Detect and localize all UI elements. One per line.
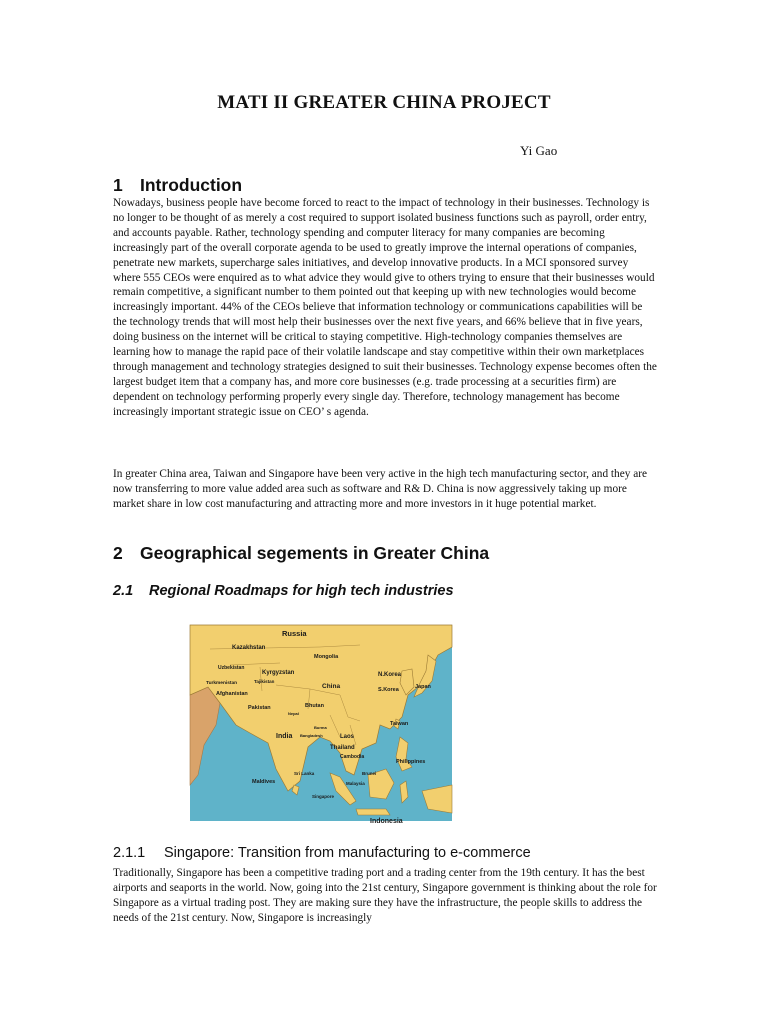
map-label: Taiwan [390, 721, 409, 727]
map-label: India [276, 733, 293, 740]
subsection-title: Regional Roadmaps for high tech industries [149, 583, 454, 599]
map-label: Pakistan [248, 705, 271, 711]
section-number: 1 [113, 175, 123, 195]
map-label: Laos [340, 734, 355, 740]
asia-map-image [190, 625, 452, 825]
map-label: Russia [282, 629, 307, 638]
map-label: Burma [314, 725, 327, 730]
map-label: Singapore [312, 794, 335, 799]
map-label: Tajikistan [254, 679, 275, 684]
singapore-paragraph [113, 866, 658, 926]
subsubsection-heading-singapore [113, 845, 531, 861]
paragraph-text: Nowadays, business people have become forced to react to the impact of technology in their businesses. Technology is no longer to be thought of as merely a cost required to support isolated business functions such as payroll, order entry, and accounts payable. Rather, technology spending and computer literacy for many companies are becoming increasingly part of the overall corporate agenda to be used to greatly improve the internal operations of companies, penetrate new markets, supercharge sales initiatives, and develop innovative products. In a MCI sponsored survey where 555 CEOs were enquired as to what advice they would give to others trying to ensure that their businesses would remain competitive, a significant number to them pointed out that keeping up with new technologies would become increasingly important. 44% of the CEOs believe that information technology or communications capabilities will be the technology trends that will most help their businesses over the next five years, and 66% believe that in five years, doing business on the internet will be critical to staying competitive. High-technology companies themselves are learning how to manage the rapid pace of their volatile landscape and stay competitive within their own marketplaces through management and technology strategies designed to suit their businesses. Technology expense becomes often the largest budget item that a company has, and more core businesses (e.g. trade processing at a securities firm) are dependent on technology performing properly every single day. Therefore, technology management has become increasingly important strategic issue on CEO’ s agenda. [113, 197, 657, 418]
subsection-heading-roadmaps [113, 583, 454, 599]
map-label: Kazakhstan [232, 645, 266, 651]
map-label: Cambodia [340, 754, 365, 760]
section-number: 2 [113, 543, 123, 563]
map-label: Sri Lanka [294, 771, 315, 776]
section-heading-geographical [113, 543, 489, 564]
map-label: Nepal [288, 711, 299, 716]
map-label: Philippines [396, 759, 426, 765]
subsubsection-title: Singapore: Transition from manufacturing to e-commerce [164, 845, 531, 861]
map-label: Thailand [330, 745, 355, 751]
map-label: Mongolia [314, 654, 339, 660]
section-heading-introduction [113, 175, 242, 196]
map-label: N.Korea [378, 672, 402, 678]
map-label: Japan [415, 684, 431, 690]
document-author: Yi Gao [520, 143, 558, 158]
introduction-paragraph-1 [113, 196, 658, 420]
map-label: China [322, 683, 341, 690]
document-title: MATI II GREATER CHINA PROJECT [217, 92, 551, 113]
map-label: Turkmenistan [206, 681, 238, 686]
section-title: Geographical segements in Greater China [140, 543, 490, 563]
map-label: Indonesia [370, 818, 403, 825]
map-label: S.Korea [378, 687, 399, 693]
map-label: Afghanistan [216, 691, 248, 697]
map-label: Bhutan [305, 703, 324, 709]
map-label: Brunei [362, 771, 377, 776]
map-label: Kyrgyzstan [262, 670, 295, 676]
introduction-paragraph-2 [113, 467, 658, 512]
map-label: Bangladesh [300, 733, 323, 738]
paragraph-text: In greater China area, Taiwan and Singapore have been very active in the high tech manufacturing sector, and they are now transferring to more value added area such as software and R& D. China is now aggressively taking up more market share in low cost manufacturing and attracting more and more investors in it huge potential market. [113, 468, 647, 510]
subsection-number: 2.1 [113, 583, 134, 599]
map-java [356, 809, 390, 815]
map-label: Uzbekistan [218, 665, 245, 671]
paragraph-text: Traditionally, Singapore has been a competitive trading port and a trading center from the 19th century. It has the best airports and seaports in the world. Now, going into the 21st century, Singapore government is thinking about the role for Singapore as a virtual trading post. They are making sure they have the infrastructure, the people skills to address the needs of the 21st century. Now, Singapore is increasingly [113, 867, 657, 924]
subsubsection-number: 2.1.1 [113, 845, 146, 861]
map-label: Malaysia [346, 781, 365, 786]
section-title: Introduction [140, 175, 243, 195]
map-label: Maldives [252, 779, 276, 785]
